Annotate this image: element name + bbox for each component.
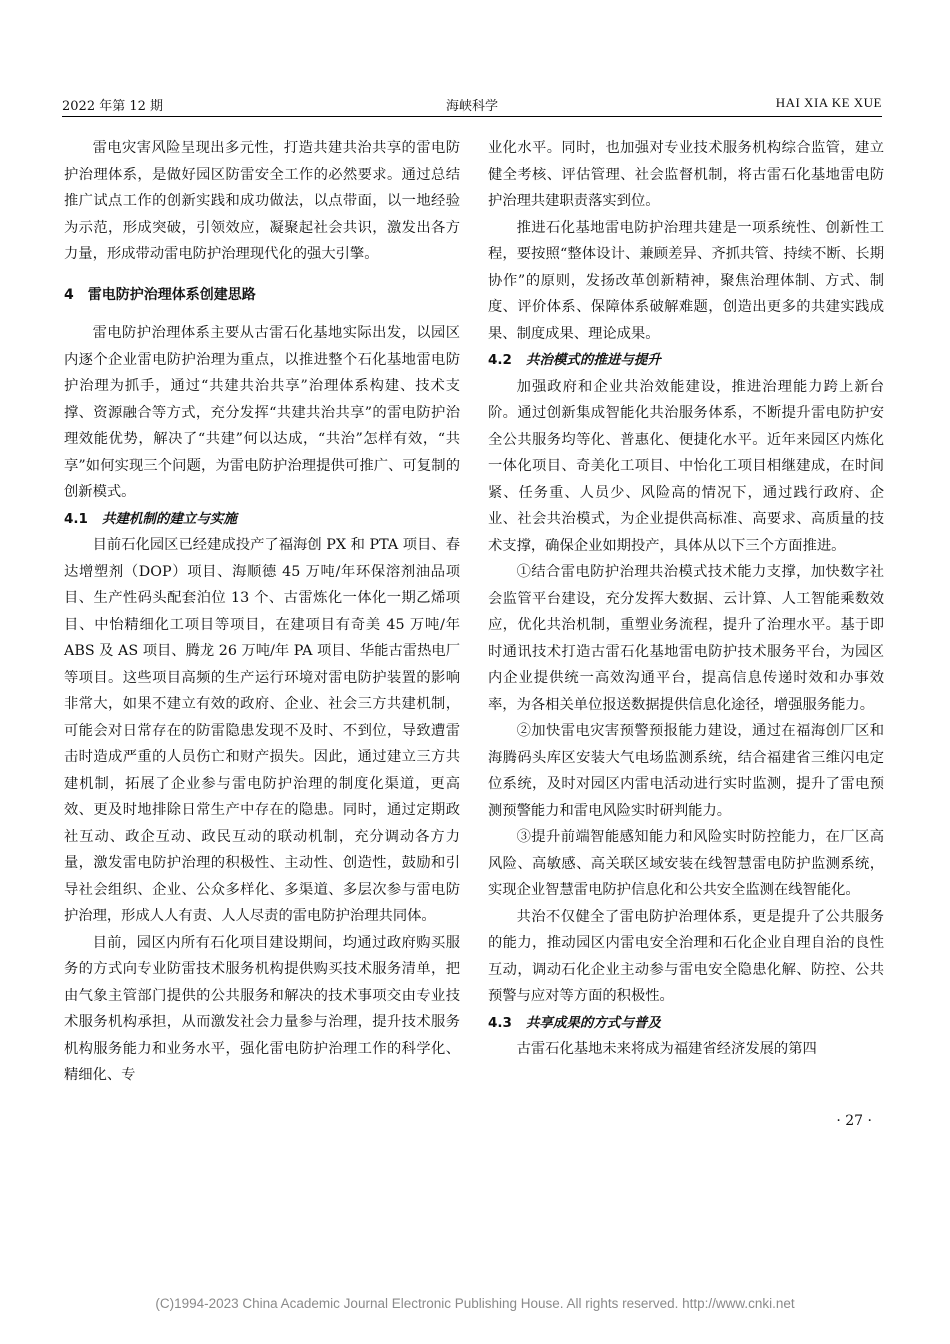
subsection-number: 4.3 [488, 1014, 512, 1031]
journal-title: 海峡科学 [445, 99, 499, 114]
continued-paragraph: 业化水平。同时，也加强对专业技术服务机构综合监管，建立健全考核、评估管理、社会监督机制，将古雷石化基地雷电防护治理共建职责落实到位。 [488, 140, 884, 209]
journal-title-pinyin: HAI XIA KE XUE [775, 95, 882, 110]
subsection-4-1-heading [64, 506, 460, 533]
page-number: · 27 · [836, 1113, 872, 1129]
subsection-number: 4.1 [64, 510, 88, 527]
subsection-4-2-paragraph-1: 加强政府和企业共治效能建设，推进治理能力跨上新台阶。通过创新集成智能化共治服务体系，不断提升雷电防护安全公共服务均等化、普惠化、便捷化水平。近年来园区内炼化一体化项目、奇美化工项目、中怡化工项目相继建成，在时间紧、任务重、人员少、风险高的情况下，通过践行政府、企业、社会共治模式，为企业提供高标准、高要求、高质量的技术支撑，确保企业如期投产，具体从以下三个方面推进。 [488, 378, 884, 554]
subsection-title: 共建机制的建立与实施 [101, 510, 237, 527]
subsection-4-1-paragraph-2: 目前，园区内所有石化项目建设期间，均通过政府购买服务的方式向专业防雷技术服务机构提供购买技术服务清单，把由气象主管部门提供的公共服务和解决的技术事项交由专业技术服务机构承担，从而激发社会力量参与治理，提升技术服务机构服务能力和业务水平，强化雷电防护治理工作的科学化、精细化、专 [64, 934, 460, 1083]
subsection-4-3-heading [488, 1010, 884, 1037]
subsection-4-3-paragraph: 古雷石化基地未来将成为福建省经济发展的第四 [516, 1041, 817, 1057]
section-title: 雷电防护治理体系创建思路 [87, 286, 256, 303]
left-column [64, 135, 460, 1089]
section-number: 4 [64, 286, 74, 303]
subsection-4-2-item-1: ①结合雷电防护治理共治模式技术能力支撑，加快数字社会监管平台建设，充分发挥大数据、云计算、人工智能乘数效应，优化共治机制，重塑业务流程，提升了治理水平。基于即时通讯技术打造古雷石化基地雷电防护技术服务平台，为园区内企业提供统一高效沟通平台，提高信息传递时效和办事效率，为各相关单位报送数据提供信息化途径，增强服务能力。 [488, 564, 884, 713]
subsection-4-2-item-2: ②加快雷电灾害预警预报能力建设，通过在福海创厂区和海腾码头库区安装大气电场监测系统，结合福建省三维闪电定位系统，及时对园区内雷电活动进行实时监测，提升了雷电预测预警能力和雷电风险实时研判能力。 [488, 723, 884, 819]
subsection-4-1-paragraph-1: 目前石化园区已经建成投产了福海创 PX 和 PTA 项目、春达增塑剂（DOP）项目、海顺德 45 万吨/年环保溶剂油品项目、生产性码头配套泊位 13 个、古雷炼化一体化一期乙烯项目、中怡精细化工项目等项目，在建项目有奇美 45 万吨/年 ABS 及 AS 项目、腾龙 26 万吨/年 PA 项目、华能古雷热电厂等项目。这些项目高频的生产运行环境对雷电防护装置的影响非常大，如果不建立有效的政府、企业、社会三方共建机制，可能会对日常存在的防雷隐患发现不及时、不到位，导致遭雷击时造成严重的人员伤亡和财产损失。因此，通过建立三方共建机制，拓展了企业参与雷电防护治理的制度化渠道，更高效、更及时地排除日常生产中存在的隐患。同时，通过定期政社互动、政企互动、政民互动的联动机制，充分调动各方力量，激发雷电防护治理的积极性、主动性、创造性，鼓励和引导社会组织、企业、公众多样化、多渠道、多层次参与雷电防护治理，形成人人有责、人人尽责的雷电防护治理共同体。 [64, 537, 460, 924]
subsection-4-2-paragraph-2: 共治不仅健全了雷电防护治理体系，更是提升了公共服务的能力，推动园区内雷电安全治理和石化企业自理自治的良性互动，调动石化企业主动参与雷电安全隐患化解、防控、公共预警与应对等方面的积极性。 [488, 908, 884, 1004]
intro-paragraph: 雷电灾害风险呈现出多元性，打造共建共治共享的雷电防护治理体系，是做好园区防雷安全工作的必然要求。通过总结推广试点工作的创新实践和成功做法，以点带面，以一地经验为示范，形成突破，引领效应，凝聚起社会共识，激发出各方力量，形成带动雷电防护治理现代化的强大引擎。 [64, 140, 460, 262]
copyright-footer: (C)1994-2023 China Academic Journal Electronic Publishing House. All rights reserved. http://www.cnki.net [155, 1296, 795, 1311]
running-header [62, 94, 882, 117]
subsection-4-2-item-3: ③提升前端智能感知能力和风险实时防控能力，在厂区高风险、高敏感、高关联区域安装在线智慧雷电防护监测系统，实现企业智慧雷电防护信息化和公共安全监测在线智能化。 [488, 829, 884, 898]
subsection-4-2-heading [488, 347, 884, 374]
right-column [488, 135, 884, 1063]
journal-issue: 2022 年第 12 期 [62, 99, 164, 114]
promote-paragraph: 推进石化基地雷电防护治理共建是一项系统性、创新性工程，要按照“整体设计、兼顾差异、齐抓共管、持续不断、长期协作”的原则，发扬改革创新精神，聚焦治理体制、方式、制度、评价体系、保障体系破解难题，创造出更多的共建实践成果、制度成果、理论成果。 [488, 219, 884, 342]
subsection-title: 共治模式的推进与提升 [525, 352, 661, 368]
section-4-heading [64, 282, 460, 309]
subsection-title: 共享成果的方式与普及 [525, 1014, 661, 1031]
section-4-paragraph: 雷电防护治理体系主要从古雷石化基地实际出发，以园区内逐个企业雷电防护治理为重点，以推进整个石化基地雷电防护治理为抓手，通过“共建共治共享”治理体系构建、技术支撑、资源融合等方式，充分发挥“共建共治共享”的雷电防护治理效能优势，解决了“共建”何以达成，“共治”怎样有效，“共享”如何实现三个问题，为雷电防护治理提供可推广、可复制的创新模式。 [64, 325, 460, 500]
subsection-number: 4.2 [488, 352, 512, 368]
